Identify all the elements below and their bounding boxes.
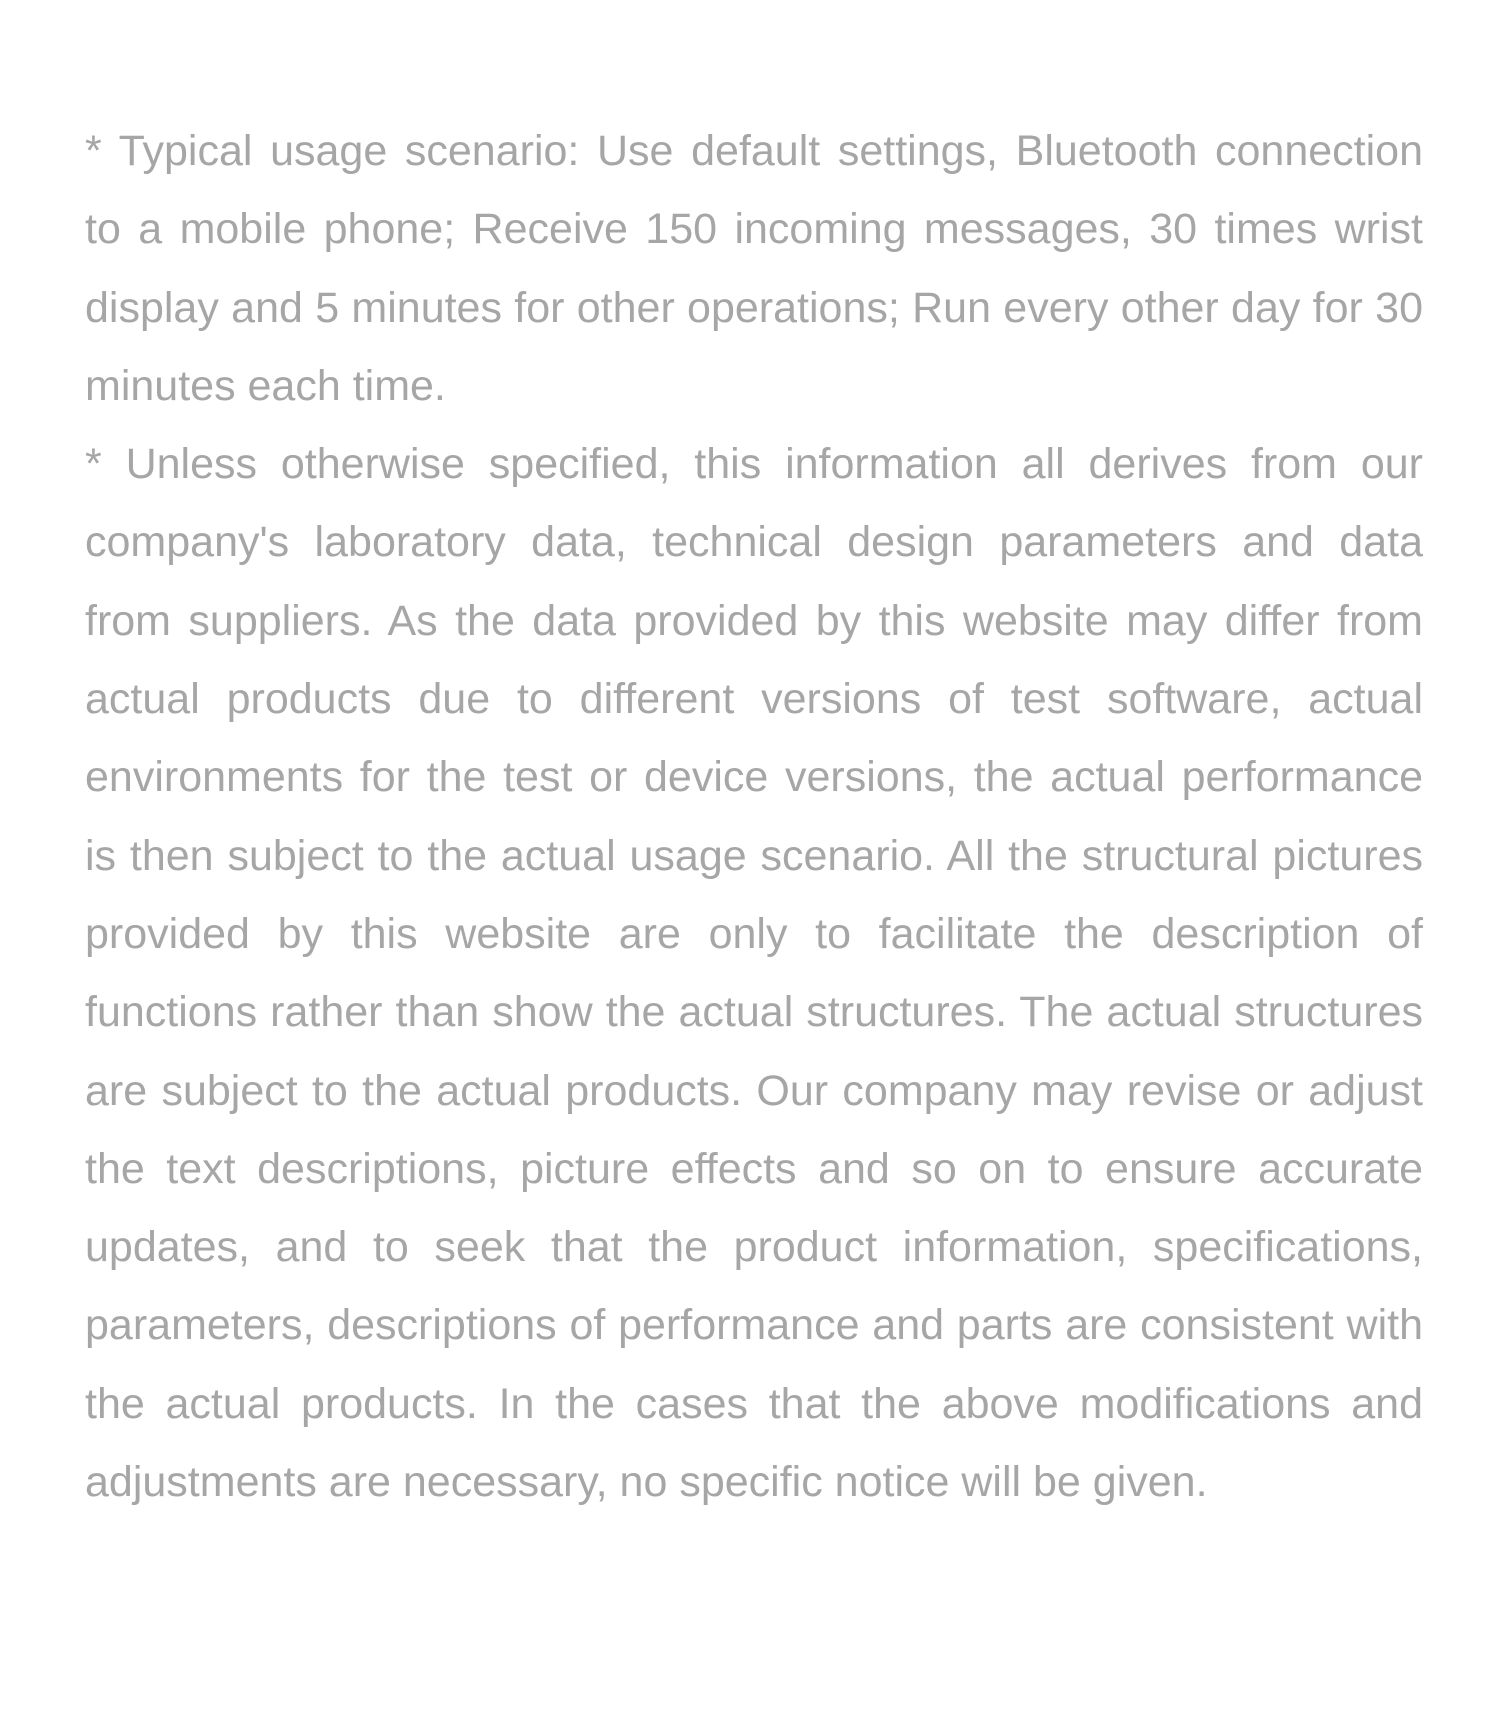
usage-scenario-note: * Typical usage scenario: Use default settings, Bluetooth connection to a mobile phone; Receive 150 incoming messages, 30 times wrist display and 5 minutes for other operations; Run every other day for 30 minutes each time.: [85, 127, 1423, 410]
disclaimer-text: [85, 112, 1423, 1521]
data-source-note: * Unless otherwise specified, this information all derives from our company's laboratory data, technical design parameters and data from suppliers. As the data provided by this website may differ from actual products due to different versions of test software, actual environments for the test or device versions, the actual performance is then subject to the actual usage scenario. All the structural pictures provided by this website are only to facilitate the description of functions rather than show the actual structures. The actual structures are subject to the actual products. Our company may revise or adjust the text descriptions, picture effects and so on to ensure accurate updates, and to seek that the product information, specifications, parameters, descriptions of performance and parts are consistent with the actual products. In the cases that the above modifications and adjustments are necessary, no specific notice will be given.: [85, 440, 1423, 1507]
